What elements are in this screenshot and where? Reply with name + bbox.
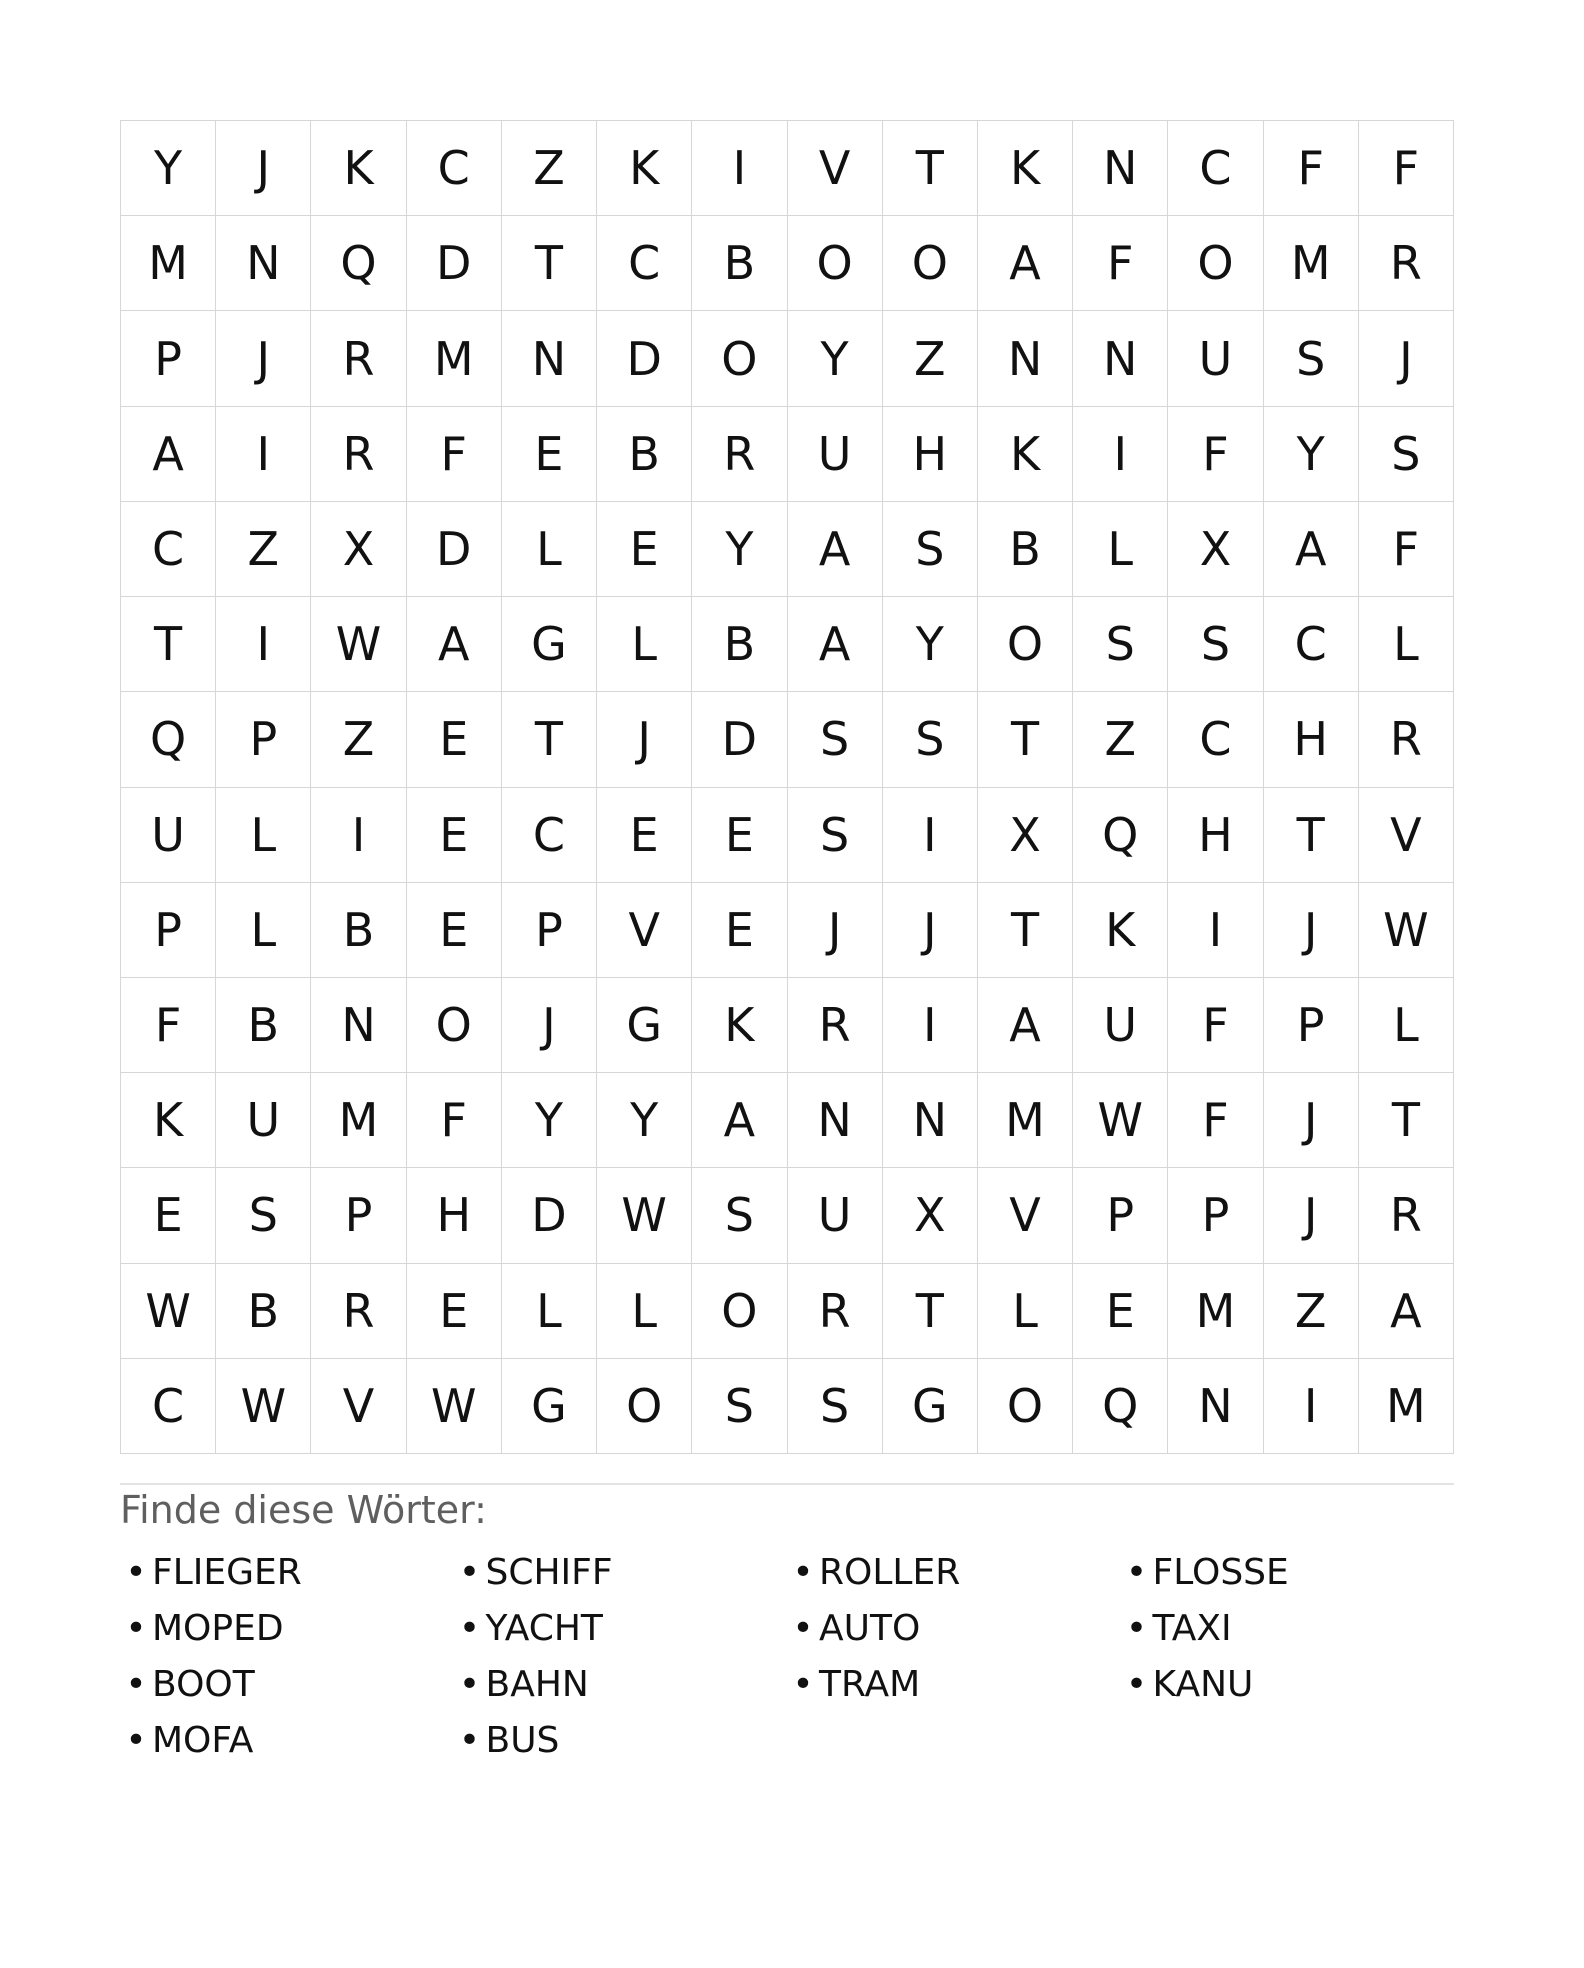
- grid-cell[interactable]: A: [692, 1073, 787, 1168]
- grid-cell[interactable]: O: [978, 597, 1073, 692]
- grid-cell[interactable]: B: [692, 597, 787, 692]
- bullet-icon: •: [125, 1608, 147, 1649]
- grid-cell[interactable]: Z: [502, 121, 597, 216]
- grid-cell[interactable]: K: [311, 121, 406, 216]
- grid-cell[interactable]: C: [597, 216, 692, 311]
- grid-cell[interactable]: O: [407, 978, 502, 1073]
- grid-cell[interactable]: V: [978, 1168, 1073, 1263]
- grid-cell[interactable]: J: [502, 978, 597, 1073]
- grid-cell[interactable]: T: [1264, 788, 1359, 883]
- grid-cell[interactable]: R: [788, 1264, 883, 1359]
- bullet-icon: •: [125, 1720, 147, 1761]
- grid-cell[interactable]: I: [216, 597, 311, 692]
- bullet-icon: •: [125, 1552, 147, 1593]
- grid-cell[interactable]: S: [1264, 311, 1359, 406]
- word-label: FLOSSE: [1152, 1552, 1289, 1593]
- grid-cell[interactable]: E: [692, 788, 787, 883]
- grid-cell[interactable]: S: [788, 692, 883, 787]
- grid-cell[interactable]: Y: [502, 1073, 597, 1168]
- grid-cell[interactable]: M: [311, 1073, 406, 1168]
- grid-cell[interactable]: B: [597, 407, 692, 502]
- grid-cell[interactable]: O: [597, 1359, 692, 1454]
- grid-cell[interactable]: B: [692, 216, 787, 311]
- word-label: TAXI: [1152, 1608, 1232, 1649]
- grid-cell[interactable]: K: [692, 978, 787, 1073]
- grid-cell[interactable]: A: [121, 407, 216, 502]
- grid-cell[interactable]: J: [788, 883, 883, 978]
- grid-cell[interactable]: O: [1168, 216, 1263, 311]
- grid-cell[interactable]: M: [978, 1073, 1073, 1168]
- grid-cell[interactable]: Y: [788, 311, 883, 406]
- grid-cell[interactable]: O: [692, 311, 787, 406]
- grid-cell[interactable]: W: [121, 1264, 216, 1359]
- grid-cell[interactable]: U: [1168, 311, 1263, 406]
- grid-cell[interactable]: X: [1168, 502, 1263, 597]
- grid-cell[interactable]: L: [597, 1264, 692, 1359]
- grid-cell[interactable]: Y: [597, 1073, 692, 1168]
- grid-cell[interactable]: O: [883, 216, 978, 311]
- grid-cell[interactable]: W: [311, 597, 406, 692]
- grid-cell[interactable]: K: [978, 121, 1073, 216]
- grid-cell[interactable]: R: [311, 311, 406, 406]
- grid-cell[interactable]: P: [1264, 978, 1359, 1073]
- grid-cell[interactable]: R: [788, 978, 883, 1073]
- grid-cell[interactable]: D: [407, 502, 502, 597]
- grid-cell[interactable]: L: [216, 788, 311, 883]
- grid-cell[interactable]: A: [407, 597, 502, 692]
- grid-cell[interactable]: C: [1168, 692, 1263, 787]
- grid-cell[interactable]: D: [692, 692, 787, 787]
- grid-cell[interactable]: H: [1264, 692, 1359, 787]
- grid-cell[interactable]: F: [1168, 1073, 1263, 1168]
- grid-cell[interactable]: N: [311, 978, 406, 1073]
- grid-cell[interactable]: U: [121, 788, 216, 883]
- word-list-item: [1121, 1545, 1455, 1601]
- grid-cell[interactable]: S: [1359, 407, 1454, 502]
- grid-cell[interactable]: L: [1359, 978, 1454, 1073]
- grid-cell[interactable]: Z: [883, 311, 978, 406]
- bullet-icon: •: [458, 1552, 481, 1593]
- grid-cell[interactable]: W: [407, 1359, 502, 1454]
- grid-cell[interactable]: N: [502, 311, 597, 406]
- grid-cell[interactable]: E: [407, 883, 502, 978]
- word-list-heading: Finde diese Wörter:: [120, 1488, 487, 1532]
- grid-cell[interactable]: B: [216, 1264, 311, 1359]
- grid-cell[interactable]: R: [692, 407, 787, 502]
- grid-cell[interactable]: L: [1359, 597, 1454, 692]
- grid-cell[interactable]: F: [407, 1073, 502, 1168]
- grid-cell[interactable]: V: [311, 1359, 406, 1454]
- grid-cell[interactable]: J: [1264, 1168, 1359, 1263]
- grid-cell[interactable]: A: [788, 502, 883, 597]
- grid-cell[interactable]: Y: [692, 502, 787, 597]
- divider: [120, 1483, 1454, 1485]
- word-list-item: [454, 1713, 788, 1769]
- grid-cell[interactable]: L: [978, 1264, 1073, 1359]
- grid-cell[interactable]: T: [121, 597, 216, 692]
- grid-cell[interactable]: C: [502, 788, 597, 883]
- grid-cell[interactable]: N: [216, 216, 311, 311]
- grid-cell[interactable]: D: [597, 311, 692, 406]
- grid-cell[interactable]: H: [1168, 788, 1263, 883]
- word-list-item: [1121, 1601, 1455, 1657]
- grid-cell[interactable]: T: [883, 121, 978, 216]
- grid-cell[interactable]: V: [1359, 788, 1454, 883]
- grid-cell[interactable]: I: [216, 407, 311, 502]
- grid-cell[interactable]: Z: [1073, 692, 1168, 787]
- grid-cell[interactable]: N: [883, 1073, 978, 1168]
- grid-cell[interactable]: G: [883, 1359, 978, 1454]
- grid-cell[interactable]: R: [311, 407, 406, 502]
- grid-cell[interactable]: S: [692, 1359, 787, 1454]
- grid-cell[interactable]: S: [1073, 597, 1168, 692]
- grid-cell[interactable]: G: [502, 1359, 597, 1454]
- grid-cell[interactable]: L: [502, 502, 597, 597]
- word-label: SCHIFF: [485, 1552, 613, 1593]
- grid-cell[interactable]: M: [407, 311, 502, 406]
- grid-cell[interactable]: T: [1359, 1073, 1454, 1168]
- grid-cell[interactable]: F: [407, 407, 502, 502]
- grid-cell[interactable]: D: [407, 216, 502, 311]
- grid-cell[interactable]: I: [311, 788, 406, 883]
- grid-cell[interactable]: I: [692, 121, 787, 216]
- grid-cell[interactable]: L: [216, 883, 311, 978]
- grid-cell[interactable]: C: [407, 121, 502, 216]
- word-list-item: [454, 1545, 788, 1601]
- grid-cell[interactable]: I: [1264, 1359, 1359, 1454]
- grid-cell[interactable]: J: [216, 311, 311, 406]
- grid-cell[interactable]: V: [788, 121, 883, 216]
- grid-cell[interactable]: B: [311, 883, 406, 978]
- word-label: KANU: [1152, 1664, 1254, 1705]
- word-label: BAHN: [485, 1664, 589, 1705]
- grid-cell[interactable]: N: [1168, 1359, 1263, 1454]
- grid-cell[interactable]: F: [1264, 121, 1359, 216]
- bullet-icon: •: [792, 1552, 814, 1593]
- grid-cell[interactable]: Q: [1073, 1359, 1168, 1454]
- grid-cell[interactable]: W: [1359, 883, 1454, 978]
- grid-cell[interactable]: N: [788, 1073, 883, 1168]
- grid-cell[interactable]: T: [978, 692, 1073, 787]
- grid-cell[interactable]: I: [883, 978, 978, 1073]
- grid-cell[interactable]: Y: [121, 121, 216, 216]
- grid-cell[interactable]: I: [1073, 407, 1168, 502]
- grid-cell[interactable]: M: [1168, 1264, 1263, 1359]
- grid-cell[interactable]: P: [121, 311, 216, 406]
- grid-cell[interactable]: E: [121, 1168, 216, 1263]
- bullet-icon: •: [458, 1608, 481, 1649]
- grid-cell[interactable]: Z: [1264, 1264, 1359, 1359]
- grid-cell[interactable]: S: [216, 1168, 311, 1263]
- bullet-icon: •: [792, 1608, 814, 1649]
- grid-cell[interactable]: E: [407, 788, 502, 883]
- grid-cell[interactable]: X: [311, 502, 406, 597]
- grid-cell[interactable]: M: [1359, 1359, 1454, 1454]
- grid-cell[interactable]: F: [1168, 978, 1263, 1073]
- grid-cell[interactable]: G: [502, 597, 597, 692]
- word-list-item: [120, 1545, 454, 1601]
- grid-cell[interactable]: J: [216, 121, 311, 216]
- grid-cell[interactable]: E: [407, 692, 502, 787]
- grid-cell[interactable]: R: [311, 1264, 406, 1359]
- word-list-item: [454, 1601, 788, 1657]
- grid-cell[interactable]: O: [978, 1359, 1073, 1454]
- grid-cell[interactable]: O: [788, 216, 883, 311]
- bullet-icon: •: [125, 1664, 147, 1705]
- grid-cell[interactable]: I: [1168, 883, 1263, 978]
- grid-cell[interactable]: Q: [1073, 788, 1168, 883]
- grid-cell[interactable]: P: [502, 883, 597, 978]
- grid-cell[interactable]: Y: [1264, 407, 1359, 502]
- grid-cell[interactable]: O: [692, 1264, 787, 1359]
- grid-cell[interactable]: F: [121, 978, 216, 1073]
- word-list-item: [454, 1657, 788, 1713]
- grid-cell[interactable]: S: [692, 1168, 787, 1263]
- grid-cell[interactable]: M: [121, 216, 216, 311]
- grid-cell[interactable]: Q: [311, 216, 406, 311]
- grid-cell[interactable]: C: [1264, 597, 1359, 692]
- bullet-icon: •: [458, 1664, 481, 1705]
- word-list-item: [787, 1545, 1121, 1601]
- word-list-item: [1121, 1657, 1455, 1713]
- grid-cell[interactable]: R: [1359, 1168, 1454, 1263]
- grid-cell[interactable]: A: [788, 597, 883, 692]
- grid-cell[interactable]: A: [978, 216, 1073, 311]
- grid-cell[interactable]: S: [788, 1359, 883, 1454]
- grid-cell[interactable]: H: [407, 1168, 502, 1263]
- grid-cell[interactable]: E: [597, 788, 692, 883]
- grid-cell[interactable]: E: [692, 883, 787, 978]
- grid-cell[interactable]: B: [216, 978, 311, 1073]
- word-list-item: [120, 1601, 454, 1657]
- grid-cell[interactable]: A: [1264, 502, 1359, 597]
- grid-cell[interactable]: R: [1359, 692, 1454, 787]
- word-label: AUTO: [819, 1608, 921, 1649]
- grid-cell[interactable]: W: [597, 1168, 692, 1263]
- bullet-icon: •: [792, 1664, 814, 1705]
- grid-cell[interactable]: P: [1073, 1168, 1168, 1263]
- grid-cell[interactable]: W: [216, 1359, 311, 1454]
- grid-cell[interactable]: D: [502, 1168, 597, 1263]
- grid-cell[interactable]: E: [502, 407, 597, 502]
- grid-cell[interactable]: H: [883, 407, 978, 502]
- grid-cell[interactable]: L: [1073, 502, 1168, 597]
- grid-cell[interactable]: E: [597, 502, 692, 597]
- grid-cell[interactable]: S: [1168, 597, 1263, 692]
- word-list-item: [787, 1601, 1121, 1657]
- grid-cell[interactable]: C: [121, 1359, 216, 1454]
- grid-cell[interactable]: S: [883, 692, 978, 787]
- grid-cell[interactable]: W: [1073, 1073, 1168, 1168]
- grid-cell[interactable]: X: [883, 1168, 978, 1263]
- grid-cell[interactable]: Z: [216, 502, 311, 597]
- grid-cell[interactable]: M: [1264, 216, 1359, 311]
- grid-cell[interactable]: T: [883, 1264, 978, 1359]
- word-list: [120, 1545, 1454, 1769]
- letter-grid: [120, 120, 1454, 1454]
- grid-cell[interactable]: A: [978, 978, 1073, 1073]
- grid-cell[interactable]: U: [788, 1168, 883, 1263]
- grid-cell[interactable]: T: [502, 216, 597, 311]
- grid-cell[interactable]: P: [1168, 1168, 1263, 1263]
- word-label: TRAM: [819, 1664, 921, 1705]
- word-list-item: [120, 1657, 454, 1713]
- bullet-icon: •: [1125, 1664, 1148, 1705]
- grid-cell[interactable]: X: [978, 788, 1073, 883]
- grid-cell[interactable]: U: [216, 1073, 311, 1168]
- grid-cell[interactable]: K: [597, 121, 692, 216]
- grid-cell[interactable]: Z: [311, 692, 406, 787]
- grid-cell[interactable]: K: [121, 1073, 216, 1168]
- grid-cell[interactable]: T: [978, 883, 1073, 978]
- grid-cell[interactable]: E: [1073, 1264, 1168, 1359]
- word-label: BOOT: [152, 1664, 255, 1705]
- grid-cell[interactable]: J: [1264, 883, 1359, 978]
- grid-cell[interactable]: Q: [121, 692, 216, 787]
- grid-cell[interactable]: J: [1359, 311, 1454, 406]
- grid-cell[interactable]: U: [788, 407, 883, 502]
- word-label: BUS: [485, 1720, 560, 1761]
- grid-cell[interactable]: C: [121, 502, 216, 597]
- grid-cell[interactable]: Y: [883, 597, 978, 692]
- grid-cell[interactable]: R: [1359, 216, 1454, 311]
- grid-cell[interactable]: V: [597, 883, 692, 978]
- grid-cell[interactable]: S: [883, 502, 978, 597]
- grid-cell[interactable]: B: [978, 502, 1073, 597]
- grid-cell[interactable]: F: [1359, 502, 1454, 597]
- word-label: YACHT: [485, 1608, 603, 1649]
- grid-cell[interactable]: G: [597, 978, 692, 1073]
- grid-cell[interactable]: J: [597, 692, 692, 787]
- grid-cell[interactable]: J: [1264, 1073, 1359, 1168]
- grid-cell[interactable]: F: [1168, 407, 1263, 502]
- grid-cell[interactable]: I: [883, 788, 978, 883]
- word-label: ROLLER: [819, 1552, 961, 1593]
- grid-cell[interactable]: N: [1073, 121, 1168, 216]
- word-list-item: [120, 1713, 454, 1769]
- grid-cell[interactable]: L: [597, 597, 692, 692]
- grid-cell[interactable]: P: [311, 1168, 406, 1263]
- bullet-icon: •: [1125, 1608, 1148, 1649]
- bullet-icon: •: [458, 1720, 481, 1761]
- grid-cell[interactable]: F: [1359, 121, 1454, 216]
- grid-cell[interactable]: A: [1359, 1264, 1454, 1359]
- word-label: MOFA: [152, 1720, 254, 1761]
- grid-cell[interactable]: N: [1073, 311, 1168, 406]
- word-label: MOPED: [152, 1608, 284, 1649]
- grid-cell[interactable]: J: [883, 883, 978, 978]
- grid-cell[interactable]: T: [502, 692, 597, 787]
- grid-cell[interactable]: C: [1168, 121, 1263, 216]
- grid-cell[interactable]: L: [502, 1264, 597, 1359]
- word-list-item: [787, 1657, 1121, 1713]
- grid-cell[interactable]: P: [121, 883, 216, 978]
- grid-cell[interactable]: E: [407, 1264, 502, 1359]
- grid-cell[interactable]: U: [1073, 978, 1168, 1073]
- bullet-icon: •: [1125, 1552, 1148, 1593]
- grid-cell[interactable]: S: [788, 788, 883, 883]
- grid-cell[interactable]: P: [216, 692, 311, 787]
- grid-cell[interactable]: K: [978, 407, 1073, 502]
- grid-cell[interactable]: K: [1073, 883, 1168, 978]
- grid-cell[interactable]: F: [1073, 216, 1168, 311]
- word-label: FLIEGER: [152, 1552, 302, 1593]
- grid-cell[interactable]: N: [978, 311, 1073, 406]
